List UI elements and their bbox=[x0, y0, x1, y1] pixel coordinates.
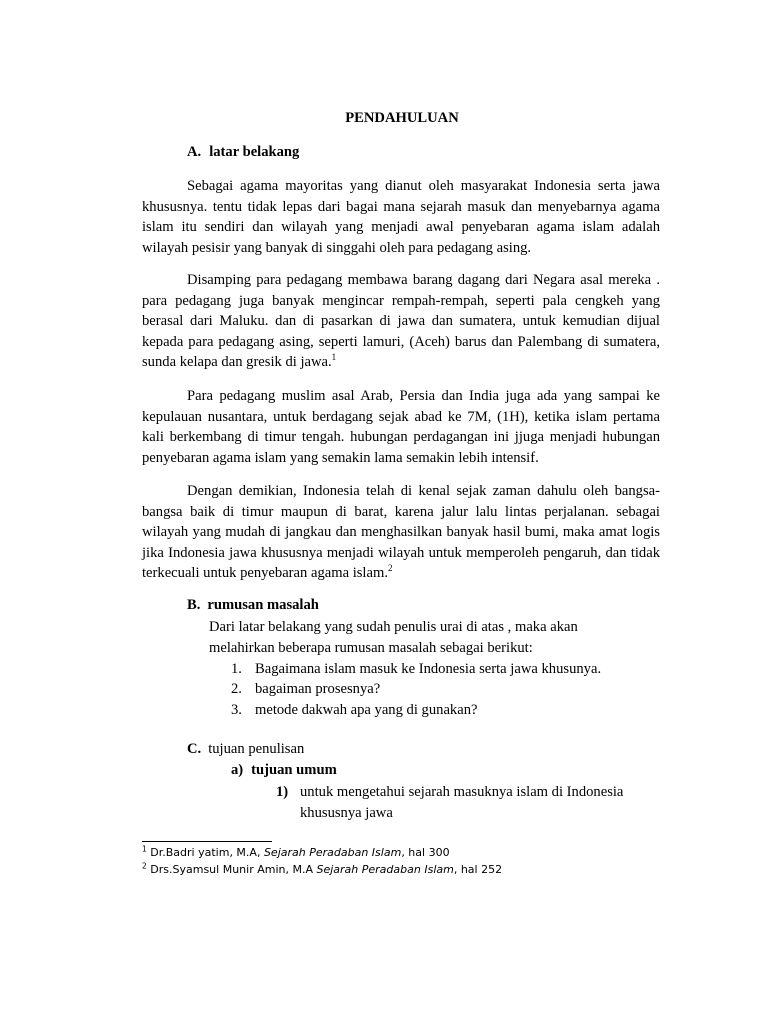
footnote-1 bbox=[142, 846, 450, 859]
section-b-intro-line: Dari latar belakang yang sudah penulis urai di atas , maka akan bbox=[209, 619, 578, 635]
footnote-book-title: Sejarah Peradaban Islam bbox=[316, 863, 454, 876]
sub-list-number: 1) bbox=[276, 784, 289, 800]
list-item bbox=[231, 679, 380, 700]
list-item-text: Bagaimana islam masuk ke Indonesia serta jawa khusunya. bbox=[255, 661, 602, 677]
footnote-page: , hal 252 bbox=[453, 863, 503, 876]
page-title: PENDAHULUAN bbox=[345, 110, 459, 126]
section-a-marker: A. bbox=[187, 144, 202, 160]
paragraph-1 bbox=[142, 176, 660, 258]
sub-list-item bbox=[276, 782, 623, 823]
list-item bbox=[231, 659, 601, 680]
section-b-intro-line: melahirkan beberapa rumusan masalah sebagai berikut: bbox=[209, 639, 533, 656]
paragraph-text: Disamping para pedagang membawa barang dagang dari Negara asal mereka . para pedagang juga banyak mengincar rempah-rempah, seperti pala cengkeh yang berasal dari Maluku. dan di pasarkan di jawa dan sumatera, untuk kemudian dijual kepada para pedagang asing, seperti lamuri, (Aceh) barus dan Palembang di sumatera, sunda kelapa dan gresik di jawa. bbox=[142, 272, 660, 371]
list-item-number: 1. bbox=[231, 661, 242, 677]
footnote-2 bbox=[142, 863, 502, 876]
footnote-author: Dr.Badri yatim, M.A, bbox=[150, 846, 264, 859]
section-b-marker: B. bbox=[187, 597, 201, 613]
footnote-number: 1 bbox=[142, 844, 147, 854]
paragraph-4 bbox=[142, 481, 660, 584]
footnote-number: 2 bbox=[142, 861, 147, 871]
subsection-title: tujuan umum bbox=[251, 762, 337, 778]
subsection-heading bbox=[231, 762, 337, 779]
section-a-title: latar belakang bbox=[209, 144, 300, 160]
list-item-text: metode dakwah apa yang di gunakan? bbox=[255, 702, 478, 718]
paragraph-text: Dengan demikian, Indonesia telah di kenal sejak zaman dahulu oleh bangsa-bangsa baik di timur maupun di barat, karena jalur lalu lintas perjalanan. sebagai wilayah yang mudah di jangkau dan menghasilkan banyak hasil bumi, maka amat logis jika Indonesia jawa khususnya menjadi wilayah untuk memperoleh pengaruh, dan tidak terkecuali untuk penyebaran agama islam. bbox=[142, 483, 660, 582]
sub-list-text: untuk mengetahui sejarah masuknya islam di Indonesia bbox=[300, 784, 624, 800]
section-c-marker: C. bbox=[187, 741, 202, 757]
section-c-title: tujuan penulisan bbox=[208, 741, 305, 757]
section-c-heading bbox=[187, 741, 304, 758]
paragraph-text: Para pedagang muslim asal Arab, Persia dan India juga ada yang sampai ke kepulauan nusantara, untuk berdagang sejak abad ke 7M, (1H), ketika islam pertama kali berkembang di timur tengah. hubungan perdagangan ini jjuga menjadi hubungan penyebaran agama islam yang semakin lama semakin lebih intensif. bbox=[142, 388, 660, 466]
paragraph-3 bbox=[142, 386, 660, 468]
paragraph-2 bbox=[142, 270, 660, 373]
list-item-number: 2. bbox=[231, 681, 242, 697]
footnote-ref-1[interactable]: 1 bbox=[331, 352, 337, 363]
sub-list-text-continued: khususnya jawa bbox=[300, 804, 393, 821]
footnote-author: Drs.Syamsul Munir Amin, M.A bbox=[150, 863, 317, 876]
section-a-heading bbox=[187, 144, 299, 161]
list-item bbox=[231, 700, 477, 721]
footnote-ref-2[interactable]: 2 bbox=[387, 563, 393, 574]
list-item-number: 3. bbox=[231, 702, 242, 718]
list-item-text: bagaiman prosesnya? bbox=[255, 681, 381, 697]
section-b-intro bbox=[209, 617, 664, 658]
section-b-title: rumusan masalah bbox=[207, 597, 319, 613]
footnote-separator bbox=[142, 841, 272, 842]
footnote-page: , hal 300 bbox=[401, 846, 450, 859]
footnote-book-title: Sejarah Peradaban Islam bbox=[263, 846, 402, 859]
paragraph-text: Sebagai agama mayoritas yang dianut oleh masyarakat Indonesia serta jawa khususnya. tentu tidak lepas dari bagai mana sejarah masuk dan menyebarnya agama islam itu sendiri dan wilayah yang menjadi awal penyebaran agama islam adalah wilayah pesisir yang banyak di singgahi oleh para pedagang asing. bbox=[142, 178, 660, 256]
section-b-heading bbox=[187, 597, 319, 614]
subsection-marker: a) bbox=[231, 762, 244, 778]
